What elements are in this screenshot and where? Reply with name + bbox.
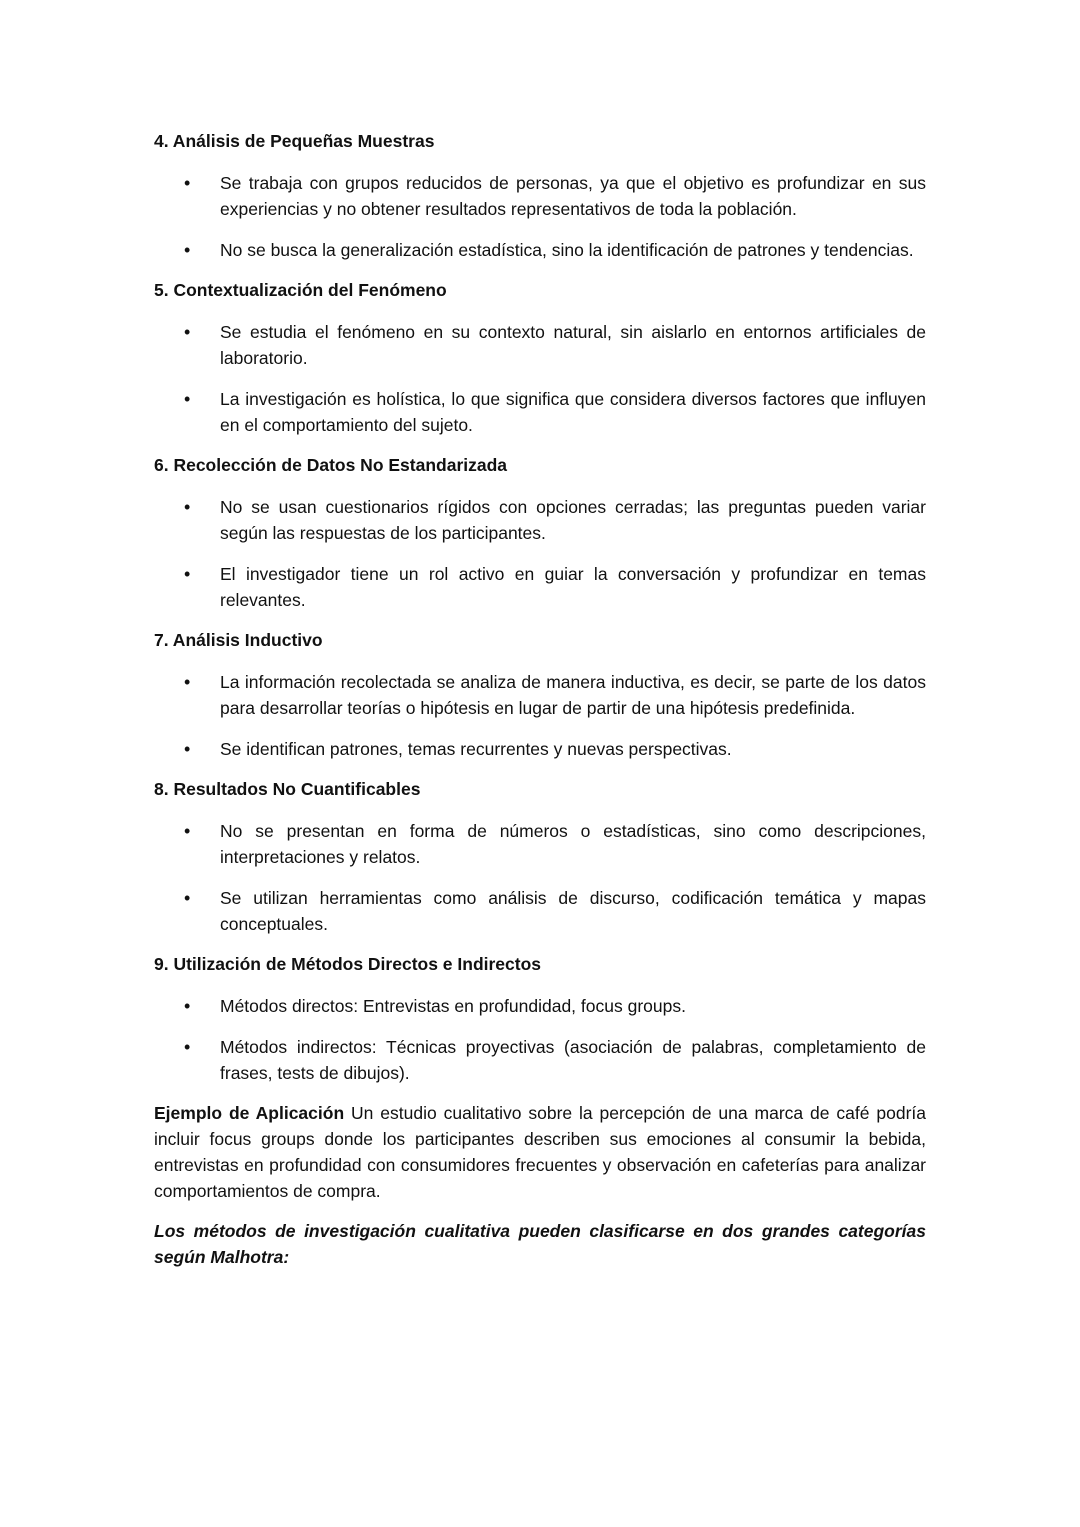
example-label: Ejemplo de Aplicación	[154, 1103, 345, 1123]
bullet-list	[154, 669, 926, 762]
bullet-icon: •	[184, 888, 191, 908]
section-heading: 4. Análisis de Pequeñas Muestras	[154, 131, 435, 151]
list-item	[154, 1034, 926, 1086]
list-item-text: El investigador tiene un rol activo en guiar la conversación y profundizar en temas relevantes.	[220, 564, 926, 610]
bullet-icon: •	[184, 497, 191, 517]
list-item	[154, 237, 926, 263]
section-heading: 6. Recolección de Datos No Estandarizada	[154, 455, 508, 475]
list-item	[154, 669, 926, 721]
list-item-text: No se presentan en forma de números o estadísticas, sino como descripciones, interpretaciones y relatos.	[220, 821, 926, 867]
list-item-text: Métodos indirectos: Técnicas proyectivas (asociación de palabras, completamiento de frases, tests de dibujos).	[220, 1037, 926, 1083]
bullet-icon: •	[184, 564, 191, 584]
bullet-list	[154, 319, 926, 438]
bullet-icon: •	[184, 322, 191, 342]
bullet-list	[154, 818, 926, 937]
list-item-text: La información recolectada se analiza de manera inductiva, es decir, se parte de los datos para desarrollar teorías o hipótesis en lugar de partir de una hipótesis predefinida.	[220, 672, 926, 718]
list-item-text: Se utilizan herramientas como análisis de discurso, codificación temática y mapas conceptuales.	[220, 888, 926, 934]
list-item	[154, 319, 926, 371]
section-heading: 7. Análisis Inductivo	[154, 630, 323, 650]
example-text: Un estudio cualitativo sobre la percepción de una marca de café podría incluir focus groups donde los participantes describen sus emociones al consumir la bebida, entrevistas en profundidad con consumidores frecuentes y observación en cafeterías para analizar comportamientos de compra.	[154, 1103, 927, 1201]
section-8	[154, 776, 926, 937]
list-item-text: Se estudia el fenómeno en su contexto natural, sin aislarlo en entornos artificiales de laboratorio.	[220, 322, 926, 368]
bullet-list	[154, 170, 926, 263]
section-6	[154, 452, 926, 613]
list-item	[154, 736, 926, 762]
section-4	[154, 128, 926, 263]
section-heading: 9. Utilización de Métodos Directos e Indirectos	[154, 954, 542, 974]
bullet-icon: •	[184, 173, 191, 193]
bullet-icon: •	[184, 389, 191, 409]
bullet-list	[154, 993, 926, 1086]
bullet-icon: •	[184, 1037, 191, 1057]
section-9	[154, 951, 926, 1086]
list-item-text: No se busca la generalización estadística, sino la identificación de patrones y tendencias.	[220, 240, 914, 260]
list-item-text: No se usan cuestionarios rígidos con opciones cerradas; las preguntas pueden variar según las respuestas de los participantes.	[220, 497, 926, 543]
section-heading: 8. Resultados No Cuantificables	[154, 779, 421, 799]
list-item	[154, 494, 926, 546]
section-heading: 5. Contextualización del Fenómeno	[154, 280, 447, 300]
list-item	[154, 170, 926, 222]
list-item-text: La investigación es holística, lo que significa que considera diversos factores que influyen en el comportamiento del sujeto.	[220, 389, 926, 435]
bullet-icon: •	[184, 672, 191, 692]
bullet-icon: •	[184, 821, 191, 841]
document-page	[154, 128, 926, 1270]
list-item-text: Se trabaja con grupos reducidos de personas, ya que el objetivo es profundizar en sus experiencias y no obtener resultados representativos de toda la población.	[220, 173, 926, 219]
list-item	[154, 993, 926, 1019]
section-5	[154, 277, 926, 438]
closing-paragraph: Los métodos de investigación cualitativa pueden clasificarse en dos grandes categorías según Malhotra:	[154, 1221, 926, 1267]
bullet-icon: •	[184, 240, 191, 260]
list-item	[154, 885, 926, 937]
list-item	[154, 386, 926, 438]
section-7	[154, 627, 926, 762]
list-item-text: Se identifican patrones, temas recurrentes y nuevas perspectivas.	[220, 739, 732, 759]
list-item	[154, 818, 926, 870]
bullet-list	[154, 494, 926, 613]
bullet-icon: •	[184, 739, 191, 759]
example-paragraph	[154, 1100, 926, 1204]
list-item-text: Métodos directos: Entrevistas en profundidad, focus groups.	[220, 996, 686, 1016]
list-item	[154, 561, 926, 613]
bullet-icon: •	[184, 996, 191, 1016]
